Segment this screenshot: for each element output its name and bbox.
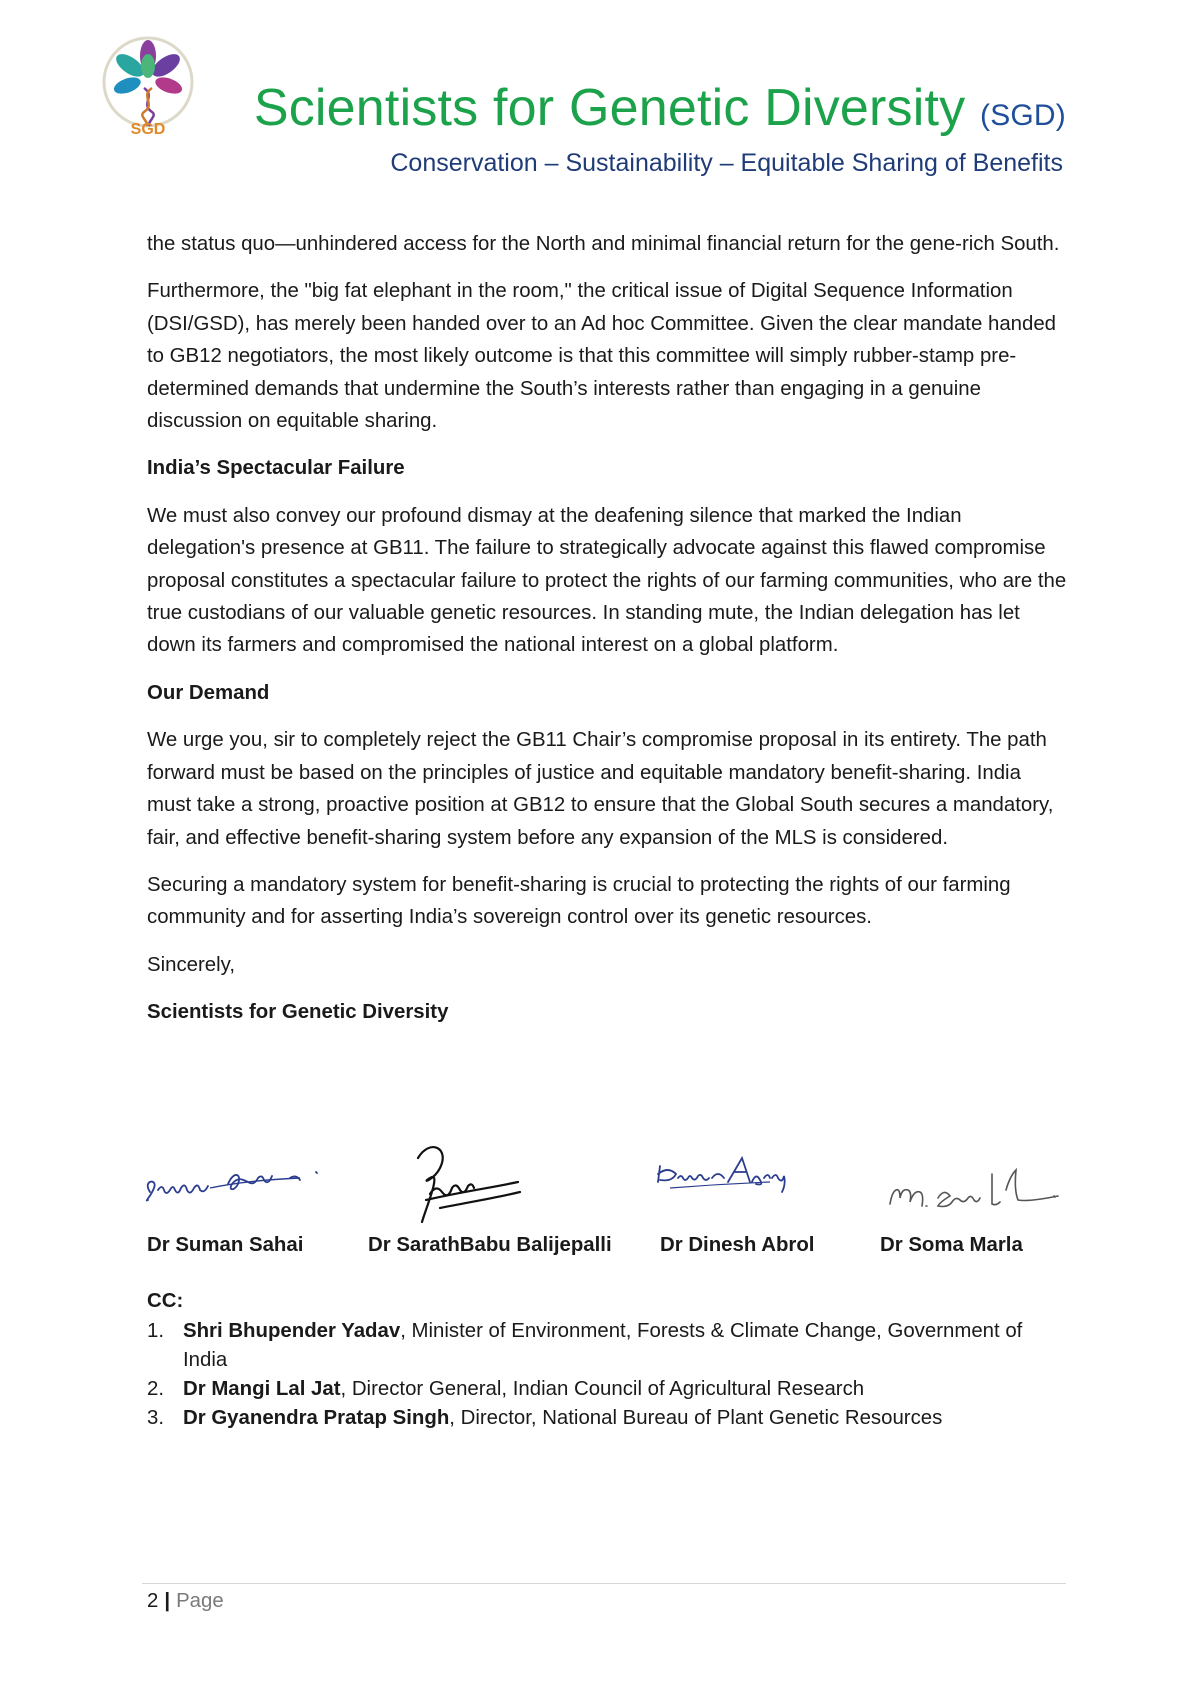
letter-body (147, 228, 1067, 1044)
signing-organization: Scientists for Genetic Diversity (147, 1001, 449, 1024)
paragraph: Furthermore, the "big fat elephant in the room," the critical issue of Digital Sequence Information (DSI/GSD), has merely been handed over to an Ad hoc Committee. Given the clear mandate handed to GB12 negotiators, the most likely outcome is that this committee will simply rubber-stamp pre-determined demands that undermine the South’s interests rather than engaging in a genuine discussion on equitable sharing. (147, 280, 1057, 433)
signatory-name: Dr Suman Sahai (147, 1234, 304, 1256)
cc-item-role: , Director General, Indian Council of Agricultural Research (340, 1378, 865, 1400)
cc-item (147, 1317, 1067, 1375)
page-footer (147, 1590, 224, 1613)
closing: Sincerely, (147, 953, 236, 976)
page-label: Page (176, 1590, 224, 1612)
sgd-logo (100, 30, 196, 148)
cc-section (147, 1287, 1067, 1433)
cc-item-name: Dr Gyanendra Pratap Singh (183, 1407, 450, 1429)
cc-item-name: Shri Bhupender Yadav (183, 1320, 401, 1342)
signature-soma-marla (880, 1150, 1060, 1220)
signature-suman-sahai (140, 1150, 340, 1220)
signatory-name: Dr Dinesh Abrol (660, 1234, 815, 1256)
paragraph: Securing a mandatory system for benefit-sharing is crucial to protecting the rights of our farming community and for asserting India’s sovereign control over its genetic resources. (147, 873, 1011, 929)
cc-item (147, 1404, 1067, 1433)
paragraph: We urge you, sir to completely reject the GB11 Chair’s compromise proposal in its entirety. The path forward must be based on the principles of justice and equitable mandatory benefit-sharing. India must take a strong, proactive position at GB12 to ensure that the Global South secures a mandatory, fair, and effective benefit-sharing system before any expansion of the MLS is considered. (147, 729, 1054, 849)
paragraph: the status quo—unhindered access for the North and minimal financial return for the gene-rich South. (147, 233, 1060, 255)
org-title-text: Scientists for Genetic Diversity (253, 79, 966, 137)
cc-item (147, 1375, 1067, 1404)
cc-item-number: 3. (147, 1407, 165, 1429)
cc-item-number: 2. (147, 1378, 165, 1400)
signature-dinesh-abrol (650, 1142, 790, 1212)
cc-label: CC: (147, 1290, 184, 1312)
cc-list (147, 1317, 1067, 1433)
cc-item-number: 1. (147, 1320, 165, 1342)
org-abbr: (SGD) (980, 99, 1066, 132)
cc-item-role: , Director, National Bureau of Plant Genetic Resources (449, 1407, 943, 1429)
section-heading: Our Demand (147, 681, 270, 704)
cc-item-name: Dr Mangi Lal Jat (183, 1378, 341, 1400)
paragraph: We must also convey our profound dismay at the deafening silence that marked the Indian delegation's presence at GB11. The failure to strategically advocate against this flawed compromise proposal constitutes a spectacular failure to protect the rights of our farming communities, who are the true custodians of our valuable genetic resources. In standing mute, the Indian delegation has let down its farmers and compromised the national interest on a global platform. (147, 504, 1067, 657)
footer-separator: | (164, 1590, 171, 1612)
signatory-name: Dr Soma Marla (880, 1234, 1023, 1256)
signature-sarathbabu-balijepalli (400, 1138, 530, 1228)
page-number: 2 (147, 1590, 159, 1612)
section-heading: India’s Spectacular Failure (147, 457, 405, 480)
logo-text: SGD (130, 121, 166, 138)
cc-item-role: , Minister of Environment, Forests & Climate Change, Government of India (183, 1320, 1023, 1371)
signature-block (140, 1150, 1100, 1270)
org-tagline: Conservation – Sustainability – Equitable Sharing of Benefits (390, 149, 1063, 177)
signatory-name: Dr SarathBabu Balijepalli (368, 1234, 612, 1256)
org-title (254, 78, 1066, 138)
footer-divider (142, 1583, 1066, 1584)
